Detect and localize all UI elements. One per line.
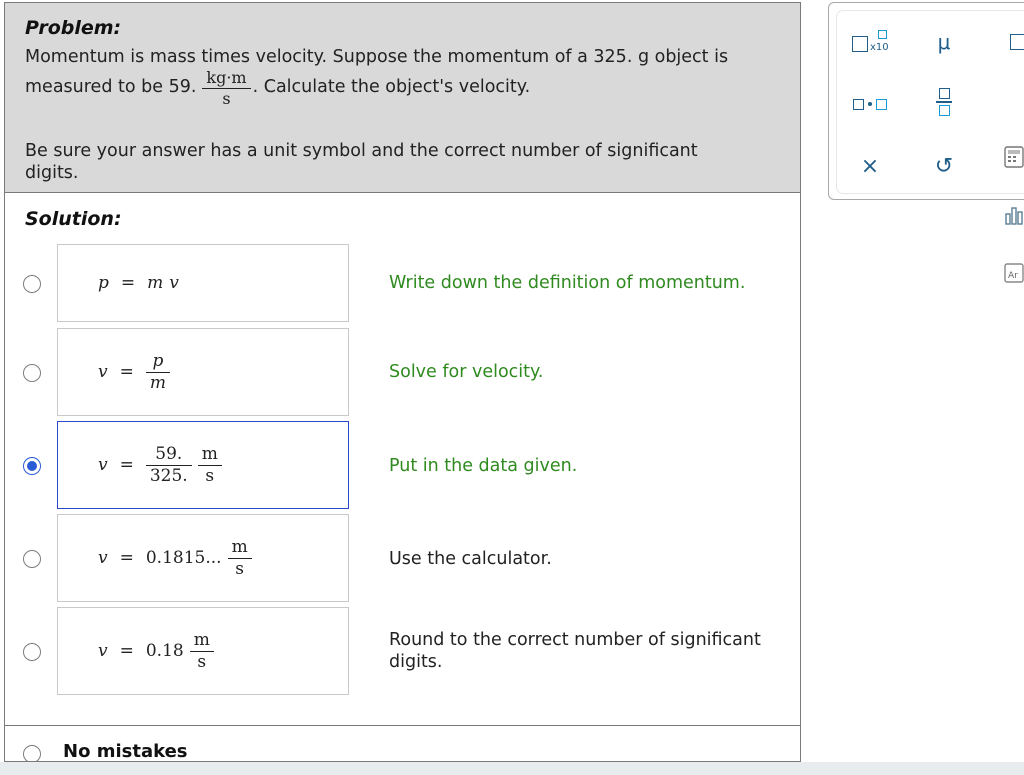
step-4-box[interactable] bbox=[57, 514, 349, 602]
step-3-description: Put in the data given. bbox=[389, 456, 578, 476]
step-5-description bbox=[389, 630, 789, 674]
eq2-lhs: v bbox=[98, 362, 108, 382]
eq3-value-fraction bbox=[146, 445, 192, 485]
problem-panel bbox=[4, 2, 801, 762]
eq3-equals: = bbox=[119, 455, 134, 475]
eq4-equals: = bbox=[119, 548, 134, 568]
eq1-v: v bbox=[169, 273, 179, 293]
unit-numerator: kg·m bbox=[202, 69, 250, 89]
eq3-denominator: 325. bbox=[149, 465, 188, 486]
chart-icon[interactable] bbox=[1004, 204, 1024, 226]
clear-icon: × bbox=[860, 153, 880, 179]
periodic-table-icon[interactable] bbox=[1004, 262, 1024, 284]
eq2-numerator: p bbox=[146, 352, 170, 373]
eq5-equals: = bbox=[119, 641, 134, 661]
step-1-description: Write down the definition of momentum. bbox=[389, 273, 746, 293]
solution-divider bbox=[5, 725, 800, 726]
eq1-m: m bbox=[147, 273, 164, 293]
footer-strip bbox=[0, 762, 1024, 775]
multiply-dot-icon bbox=[853, 99, 887, 110]
step-5-description-line-2: digits. bbox=[389, 651, 443, 672]
unit-denominator: s bbox=[222, 88, 231, 108]
step-1-equation bbox=[98, 245, 179, 321]
problem-line-2-prefix: measured to be 59. bbox=[25, 77, 197, 98]
micro-symbol-button[interactable] bbox=[919, 27, 969, 57]
step-5-radio[interactable] bbox=[23, 643, 41, 661]
problem-heading: Problem: bbox=[25, 17, 122, 39]
step-4-description: Use the calculator. bbox=[389, 549, 552, 569]
scientific-notation-button[interactable] bbox=[845, 27, 895, 57]
fraction-button[interactable] bbox=[919, 87, 969, 117]
eq4-unit-fraction bbox=[228, 538, 252, 578]
eq1-equals: = bbox=[120, 273, 136, 293]
eq3-lhs: v bbox=[98, 455, 108, 475]
step-1-box[interactable] bbox=[57, 244, 349, 322]
problem-line-2 bbox=[25, 69, 530, 107]
problem-section bbox=[5, 3, 800, 193]
note-line-2: digits. bbox=[25, 163, 79, 183]
scientific-notation-icon bbox=[850, 30, 890, 54]
calculator-icon[interactable] bbox=[1004, 146, 1024, 168]
eq4-value: 0.1815... bbox=[145, 548, 222, 568]
step-2-box[interactable] bbox=[57, 328, 349, 416]
solution-heading: Solution: bbox=[25, 208, 122, 230]
step-4-radio[interactable] bbox=[23, 550, 41, 568]
step-3-radio[interactable] bbox=[23, 457, 41, 475]
step-3-box[interactable] bbox=[57, 421, 349, 509]
undo-button[interactable] bbox=[919, 151, 969, 181]
step-2-equation bbox=[98, 329, 170, 415]
eq5-unit-fraction bbox=[190, 631, 214, 671]
eq5-unit-denominator: s bbox=[197, 651, 207, 672]
eq5-lhs: v bbox=[98, 641, 108, 661]
multiply-dot-button[interactable] bbox=[845, 89, 895, 119]
eq2-equals: = bbox=[119, 362, 134, 382]
eq4-unit-denominator: s bbox=[235, 558, 244, 579]
step-5-box[interactable] bbox=[57, 607, 349, 695]
eq4-lhs: v bbox=[98, 548, 108, 568]
step-2-radio[interactable] bbox=[23, 364, 41, 382]
eq2-fraction bbox=[146, 352, 170, 392]
eq1-lhs: p bbox=[98, 273, 109, 293]
eq3-unit-fraction bbox=[198, 445, 222, 485]
step-2-description: Solve for velocity. bbox=[389, 362, 544, 382]
eq3-unit-numerator: m bbox=[198, 445, 222, 466]
eq5-unit-numerator: m bbox=[190, 631, 214, 652]
box-button[interactable] bbox=[993, 27, 1024, 57]
eq3-numerator: 59. bbox=[146, 445, 192, 466]
eq2-denominator: m bbox=[149, 372, 166, 393]
x10-label: x10 bbox=[870, 42, 889, 53]
note-line-1: Be sure your answer has a unit symbol and the correct number of significant bbox=[25, 141, 698, 161]
eq3-unit-denominator: s bbox=[205, 465, 215, 486]
clear-button[interactable] bbox=[845, 151, 895, 181]
box-icon bbox=[1010, 34, 1024, 50]
step-3-equation bbox=[98, 422, 222, 508]
momentum-unit-fraction bbox=[202, 69, 250, 107]
problem-line-1: Momentum is mass times velocity. Suppose the momentum of a 325. g object is bbox=[25, 47, 729, 67]
step-4-equation bbox=[98, 515, 252, 601]
math-toolbox bbox=[828, 2, 1024, 200]
step-5-equation bbox=[98, 608, 214, 694]
eq5-value: 0.18 bbox=[145, 641, 184, 661]
svg-text:Ar: Ar bbox=[1008, 271, 1018, 281]
no-mistakes-radio[interactable] bbox=[23, 745, 41, 762]
problem-line-2-suffix: . Calculate the object's velocity. bbox=[252, 77, 531, 98]
fraction-icon bbox=[936, 88, 952, 116]
undo-icon: ↺ bbox=[934, 153, 954, 179]
step-1-radio[interactable] bbox=[23, 275, 41, 293]
eq4-unit-numerator: m bbox=[228, 538, 252, 559]
math-toolbox-inner bbox=[837, 11, 1024, 193]
step-5-description-line-1: Round to the correct number of significant bbox=[389, 630, 761, 650]
no-mistakes-label[interactable]: No mistakes bbox=[63, 741, 188, 762]
micro-symbol-icon: μ bbox=[937, 30, 951, 54]
